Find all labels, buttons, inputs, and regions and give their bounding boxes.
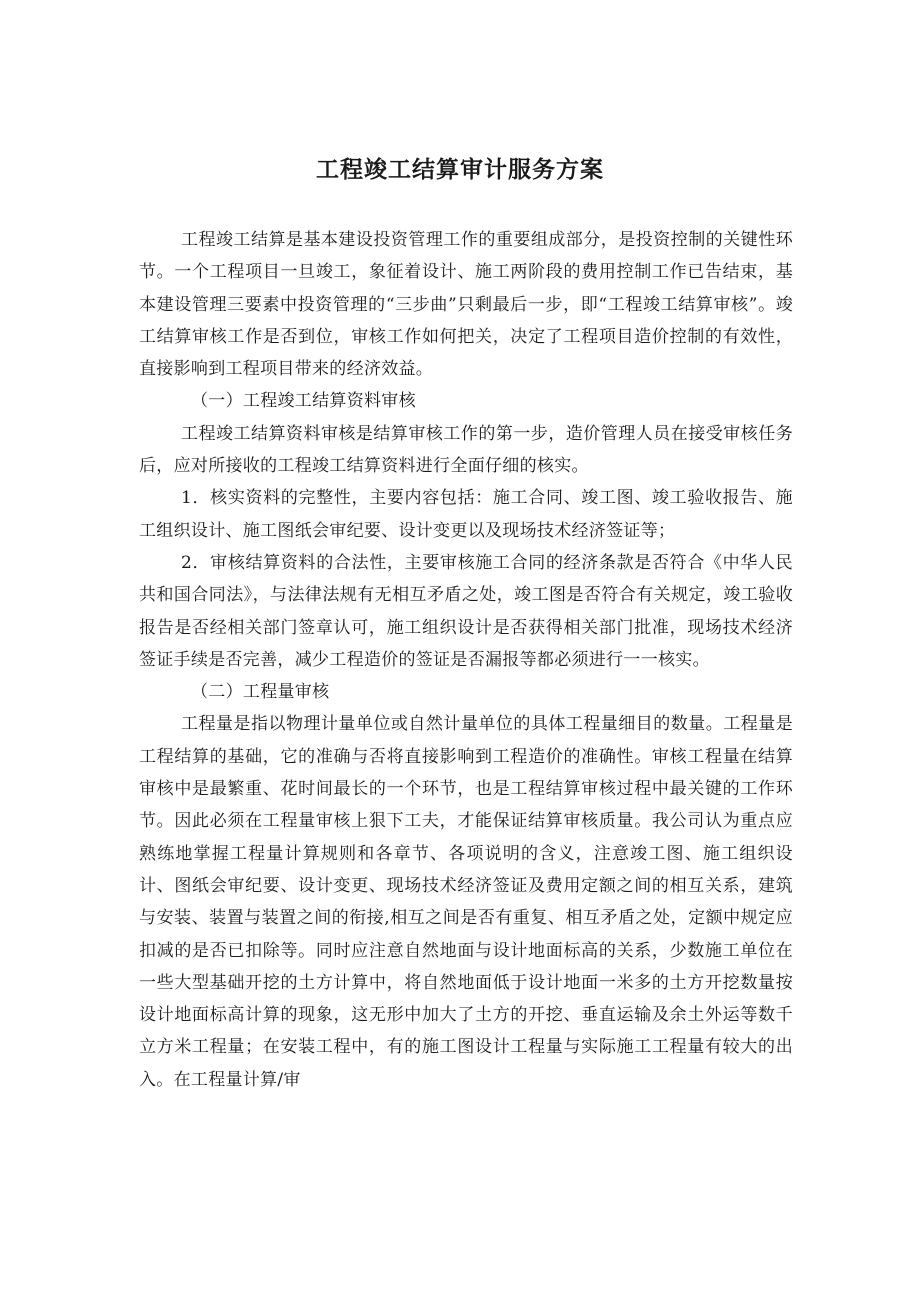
section-heading-2: （二）工程量审核 [191, 682, 330, 703]
section-heading-1: （一）工程竣工结算资料审核 [191, 391, 416, 412]
section-2-paragraph: 工程量是指以物理计量单位或自然计量单位的具体工程量细目的数量。工程量是工程结算的基础，它的准确与否将直接影响到工程造价的准确性。审核工程量在结算审核中是最繁重、花时间最长的一个环节，也是工程结算审核过程中最关键的工作环节。因此必须在工程量审核上狠下工夫，才能保证结算审核质量。我公司认为重点应熟练地掌握工程量计算规则和各章节、各项说明的含义，注意竣工图、施工组织设计、图纸会审纪要、设计变更、现场技术经济签证及费用定额之间的相互关系，建筑与安装、装置与装置之间的衔接,相互之间是否有重复、相互矛盾之处，定额中规定应扣减的是否已扣除等。同时应注意自然地面与设计地面标高的关系，少数施工单位在一些大型基础开挖的土方计算中，将自然地面低于设计地面一米多的土方开挖数量按设计地面标高计算的现象，这无形中加大了土方的开挖、垂直运输及余土外运等数千立方米工程量；在安装工程中，有的施工图设计工程量与实际施工工程量有较大的出入。在工程量计算/审 [139, 714, 793, 1090]
document-body [139, 224, 793, 1096]
list-item-2: 2．审核结算资料的合法性，主要审核施工合同的经济条款是否符合《中华人民共和国合同法》，与法律法规有无相互矛盾之处，竣工图是否符合有关规定，竣工验收报告是否经相关部门签章认可，施工组织设计是否获得相关部门批准，现场技术经济签证手续是否完善，减少工程造价的签证是否漏报等都必须进行一一核实。 [139, 552, 793, 670]
list-item-1: 1．核实资料的完整性，主要内容包括：施工合同、竣工图、竣工验收报告、施工组织设计、施工图纸会审纪要、设计变更以及现场技术经济签证等； [139, 488, 793, 541]
section-1-paragraph: 工程竣工结算资料审核是结算审核工作的第一步，造价管理人员在接受审核任务后，应对所接收的工程竣工结算资料进行全面仔细的核实。 [139, 423, 793, 477]
document-title: 工程竣工结算审计服务方案 [316, 157, 604, 183]
intro-paragraph: 工程竣工结算是基本建设投资管理工作的重要组成部分，是投资控制的关键性环节。一个工程项目一旦竣工，象征着设计、施工两阶段的费用控制工作已告结束，基本建设管理三要素中投资管理的“三步曲”只剩最后一步，即“工程竣工结算审核”。竣工结算审核工作是否到位，审核工作如何把关，决定了工程项目造价控制的有效性，直接影响到工程项目带来的经济效益。 [139, 230, 793, 380]
